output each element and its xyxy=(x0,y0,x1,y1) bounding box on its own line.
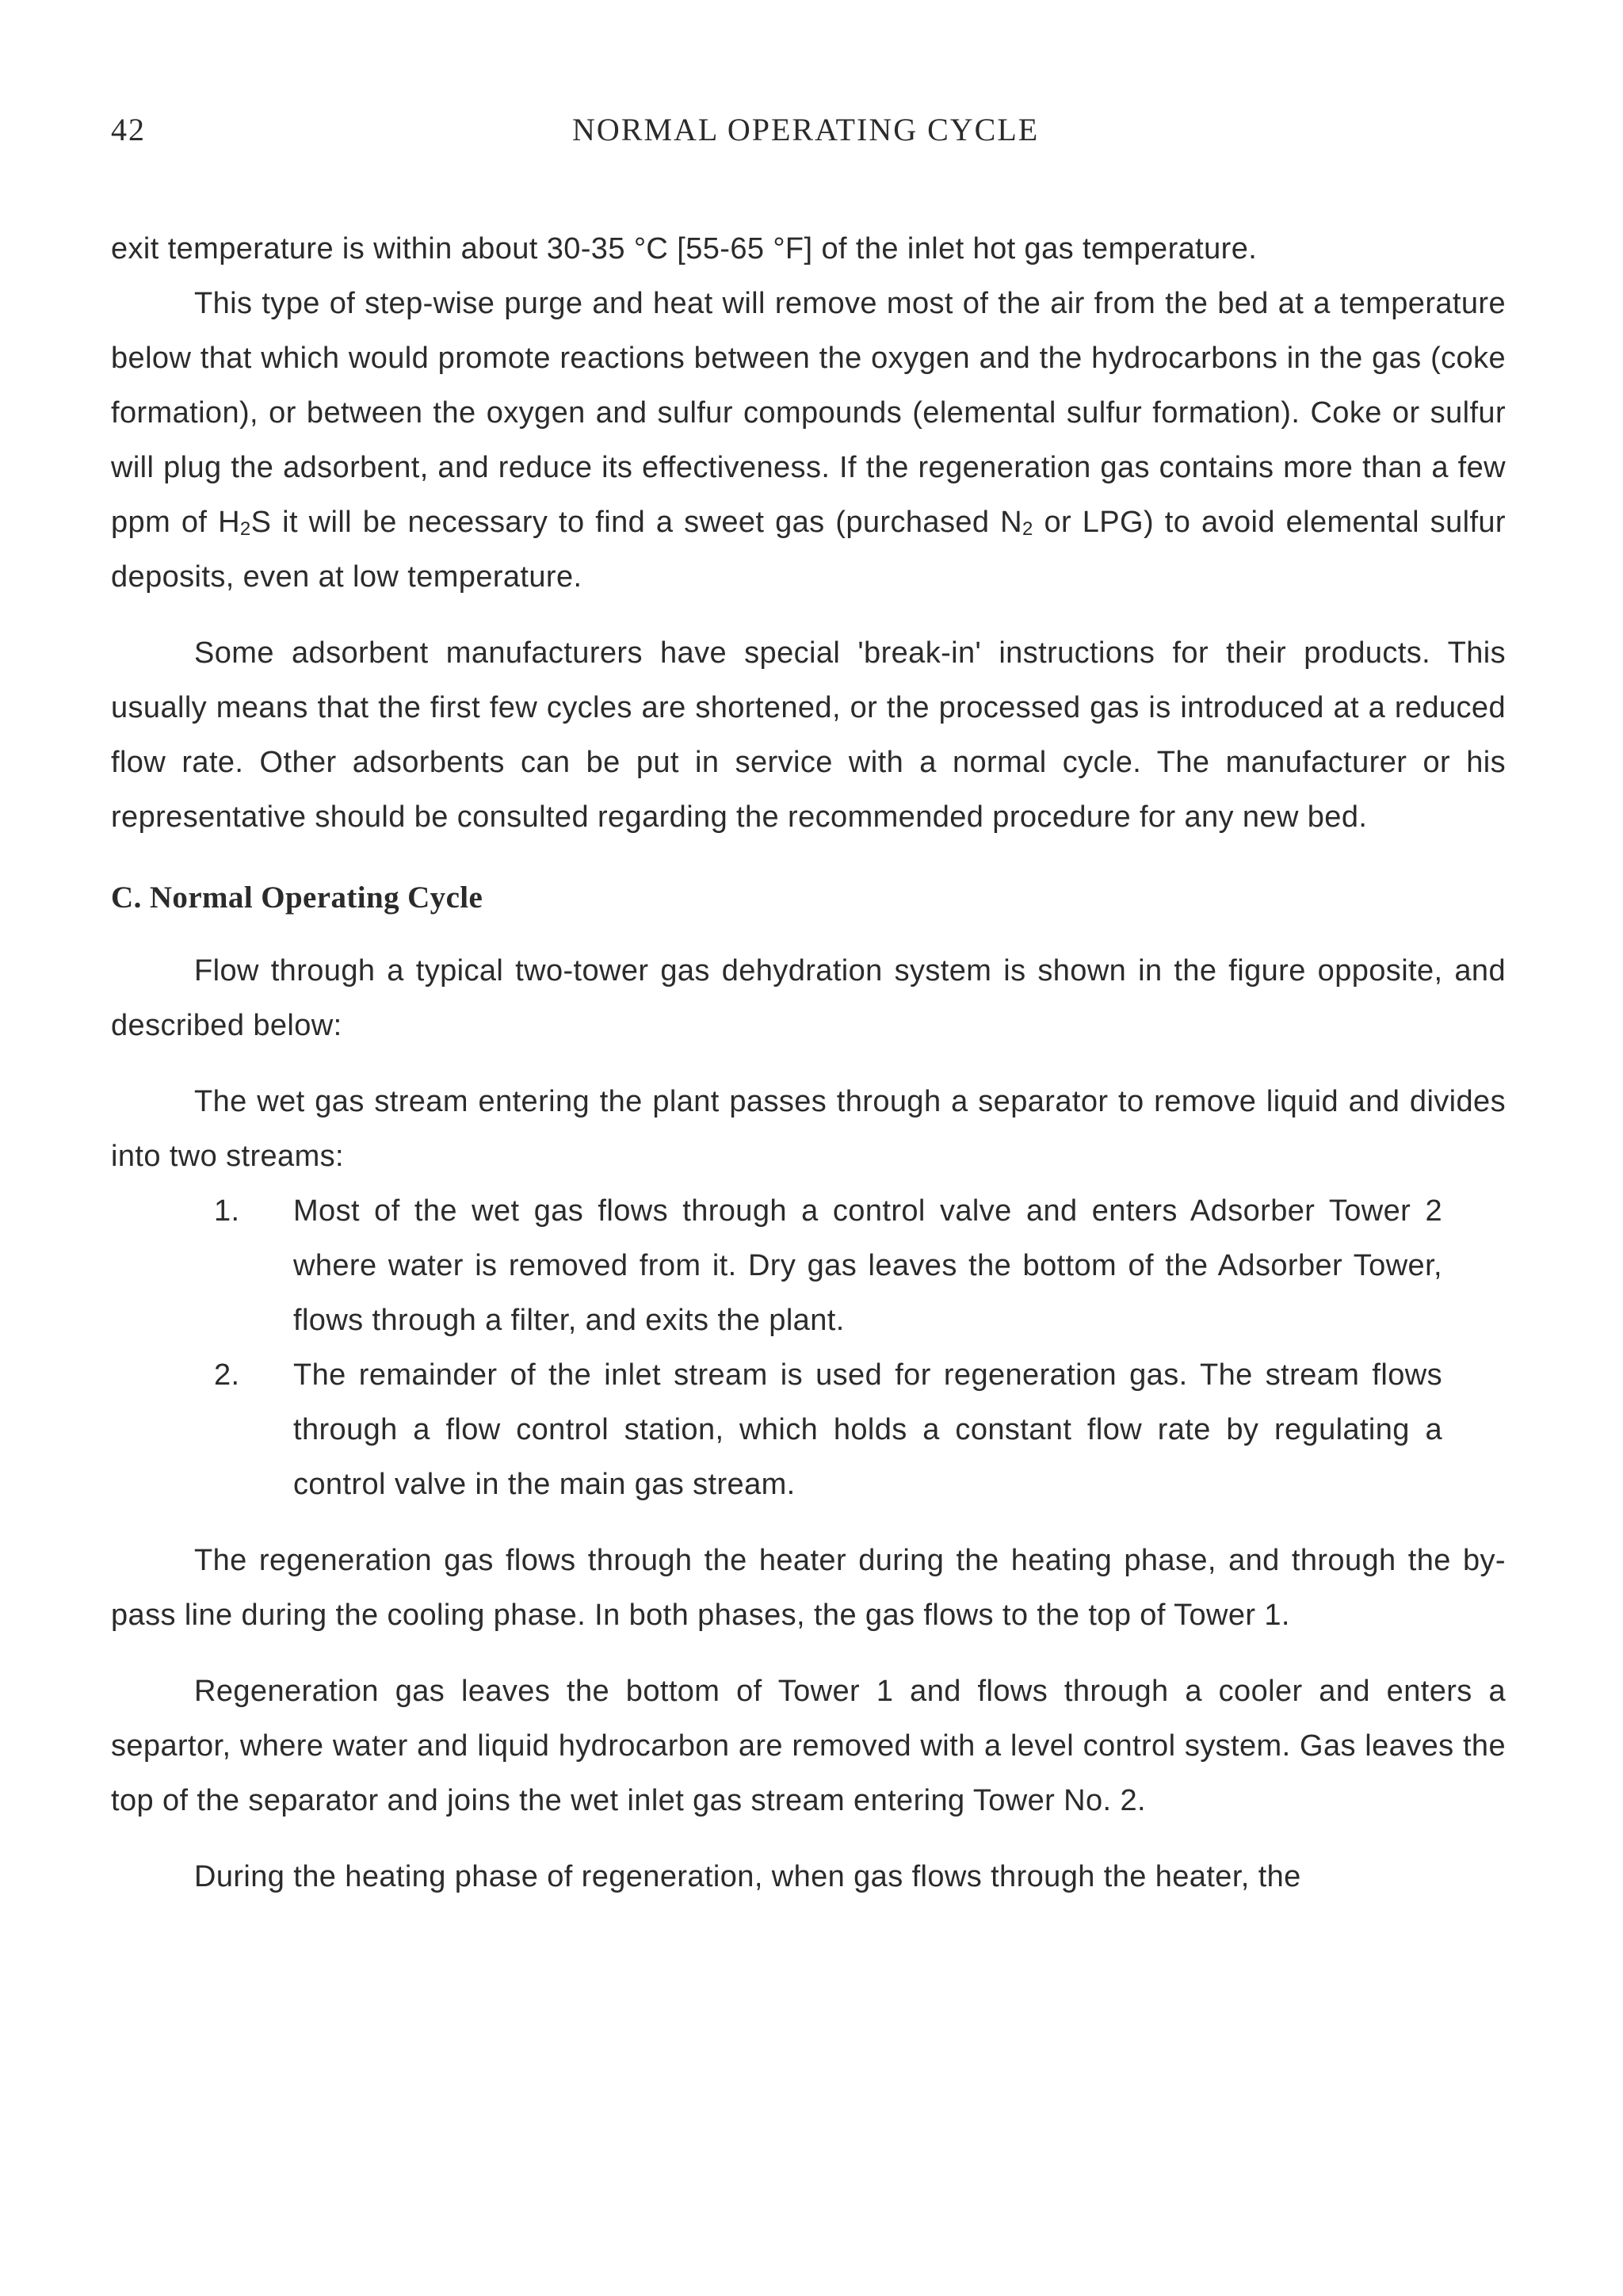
paragraph: Regeneration gas leaves the bottom of Tower 1 and flows through a cooler and enters a separtor, where water and liquid hydrocarbon are removed with a level control system. Gas leaves the top of the separator and joins the wet inlet gas stream entering Tower No. 2. xyxy=(111,1675,1506,1817)
paragraph: Some adsorbent manufacturers have special 'break-in' instructions for their products. This usually means that the first few cycles are shortened, or the processed gas is introduced at a reduced flow rate. Other adsorbents can be put in service with a normal cycle. The manufacturer or his representative should be consulted regarding the recommended procedure for any new bed. xyxy=(111,636,1506,834)
document-page xyxy=(111,103,1506,1904)
paragraph-text: S it will be necessary to find a sweet gas (purchased N xyxy=(250,506,1022,539)
list-marker: 1. xyxy=(214,1194,240,1228)
subscript: 2 xyxy=(239,518,251,540)
subscript: 2 xyxy=(1022,518,1033,540)
list-item xyxy=(111,1348,1506,1512)
running-head: NORMAL OPERATING CYCLE xyxy=(572,112,1040,147)
paragraph: Flow through a typical two-tower gas dehydration system is shown in the figure opposite, and described below: xyxy=(111,954,1506,1042)
numbered-list xyxy=(111,1184,1506,1512)
list-marker: 2. xyxy=(214,1358,240,1392)
page-header xyxy=(111,103,1506,151)
list-item-text: Most of the wet gas flows through a control valve and enters Adsorber Tower 2 where water is removed from it. Dry gas leaves the bottom of the Adsorber Tower, flows through a filter, and exits the plant. xyxy=(293,1194,1442,1337)
list-item-text: The remainder of the inlet stream is used for regeneration gas. The stream flows through a flow control station, which holds a constant flow rate by regulating a control valve in the main gas stream. xyxy=(293,1358,1442,1501)
paragraph-text: This type of step-wise purge and heat will remove most of the air from the bed at a temperature below that which would promote reactions between the oxygen and the hydrocarbons in the gas (coke formation), or between the oxygen and sulfur compounds (elemental sulfur formation). Coke or sulfur will plug the adsorbent, and reduce its effectiveness. If the regeneration gas contains more than a few ppm of H xyxy=(111,287,1506,539)
paragraph: exit temperature is within about 30-35 °C [55-65 °F] of the inlet hot gas temperature. xyxy=(111,232,1258,266)
paragraph-text: or LPG) to avoid elemental sulfur deposits, even at low temperature. xyxy=(111,506,1506,594)
body-text xyxy=(111,222,1506,1904)
paragraph: During the heating phase of regeneration, when gas flows through the heater, the xyxy=(194,1860,1301,1893)
section-heading: C. Normal Operating Cycle xyxy=(111,881,483,915)
paragraph: The wet gas stream entering the plant passes through a separator to remove liquid and divides into two streams: xyxy=(111,1085,1506,1173)
paragraph: The regeneration gas flows through the heater during the heating phase, and through the by-pass line during the cooling phase. In both phases, the gas flows to the top of Tower 1. xyxy=(111,1544,1506,1632)
list-item xyxy=(111,1184,1506,1348)
page-number: 42 xyxy=(111,112,146,147)
paragraph xyxy=(111,277,1506,605)
